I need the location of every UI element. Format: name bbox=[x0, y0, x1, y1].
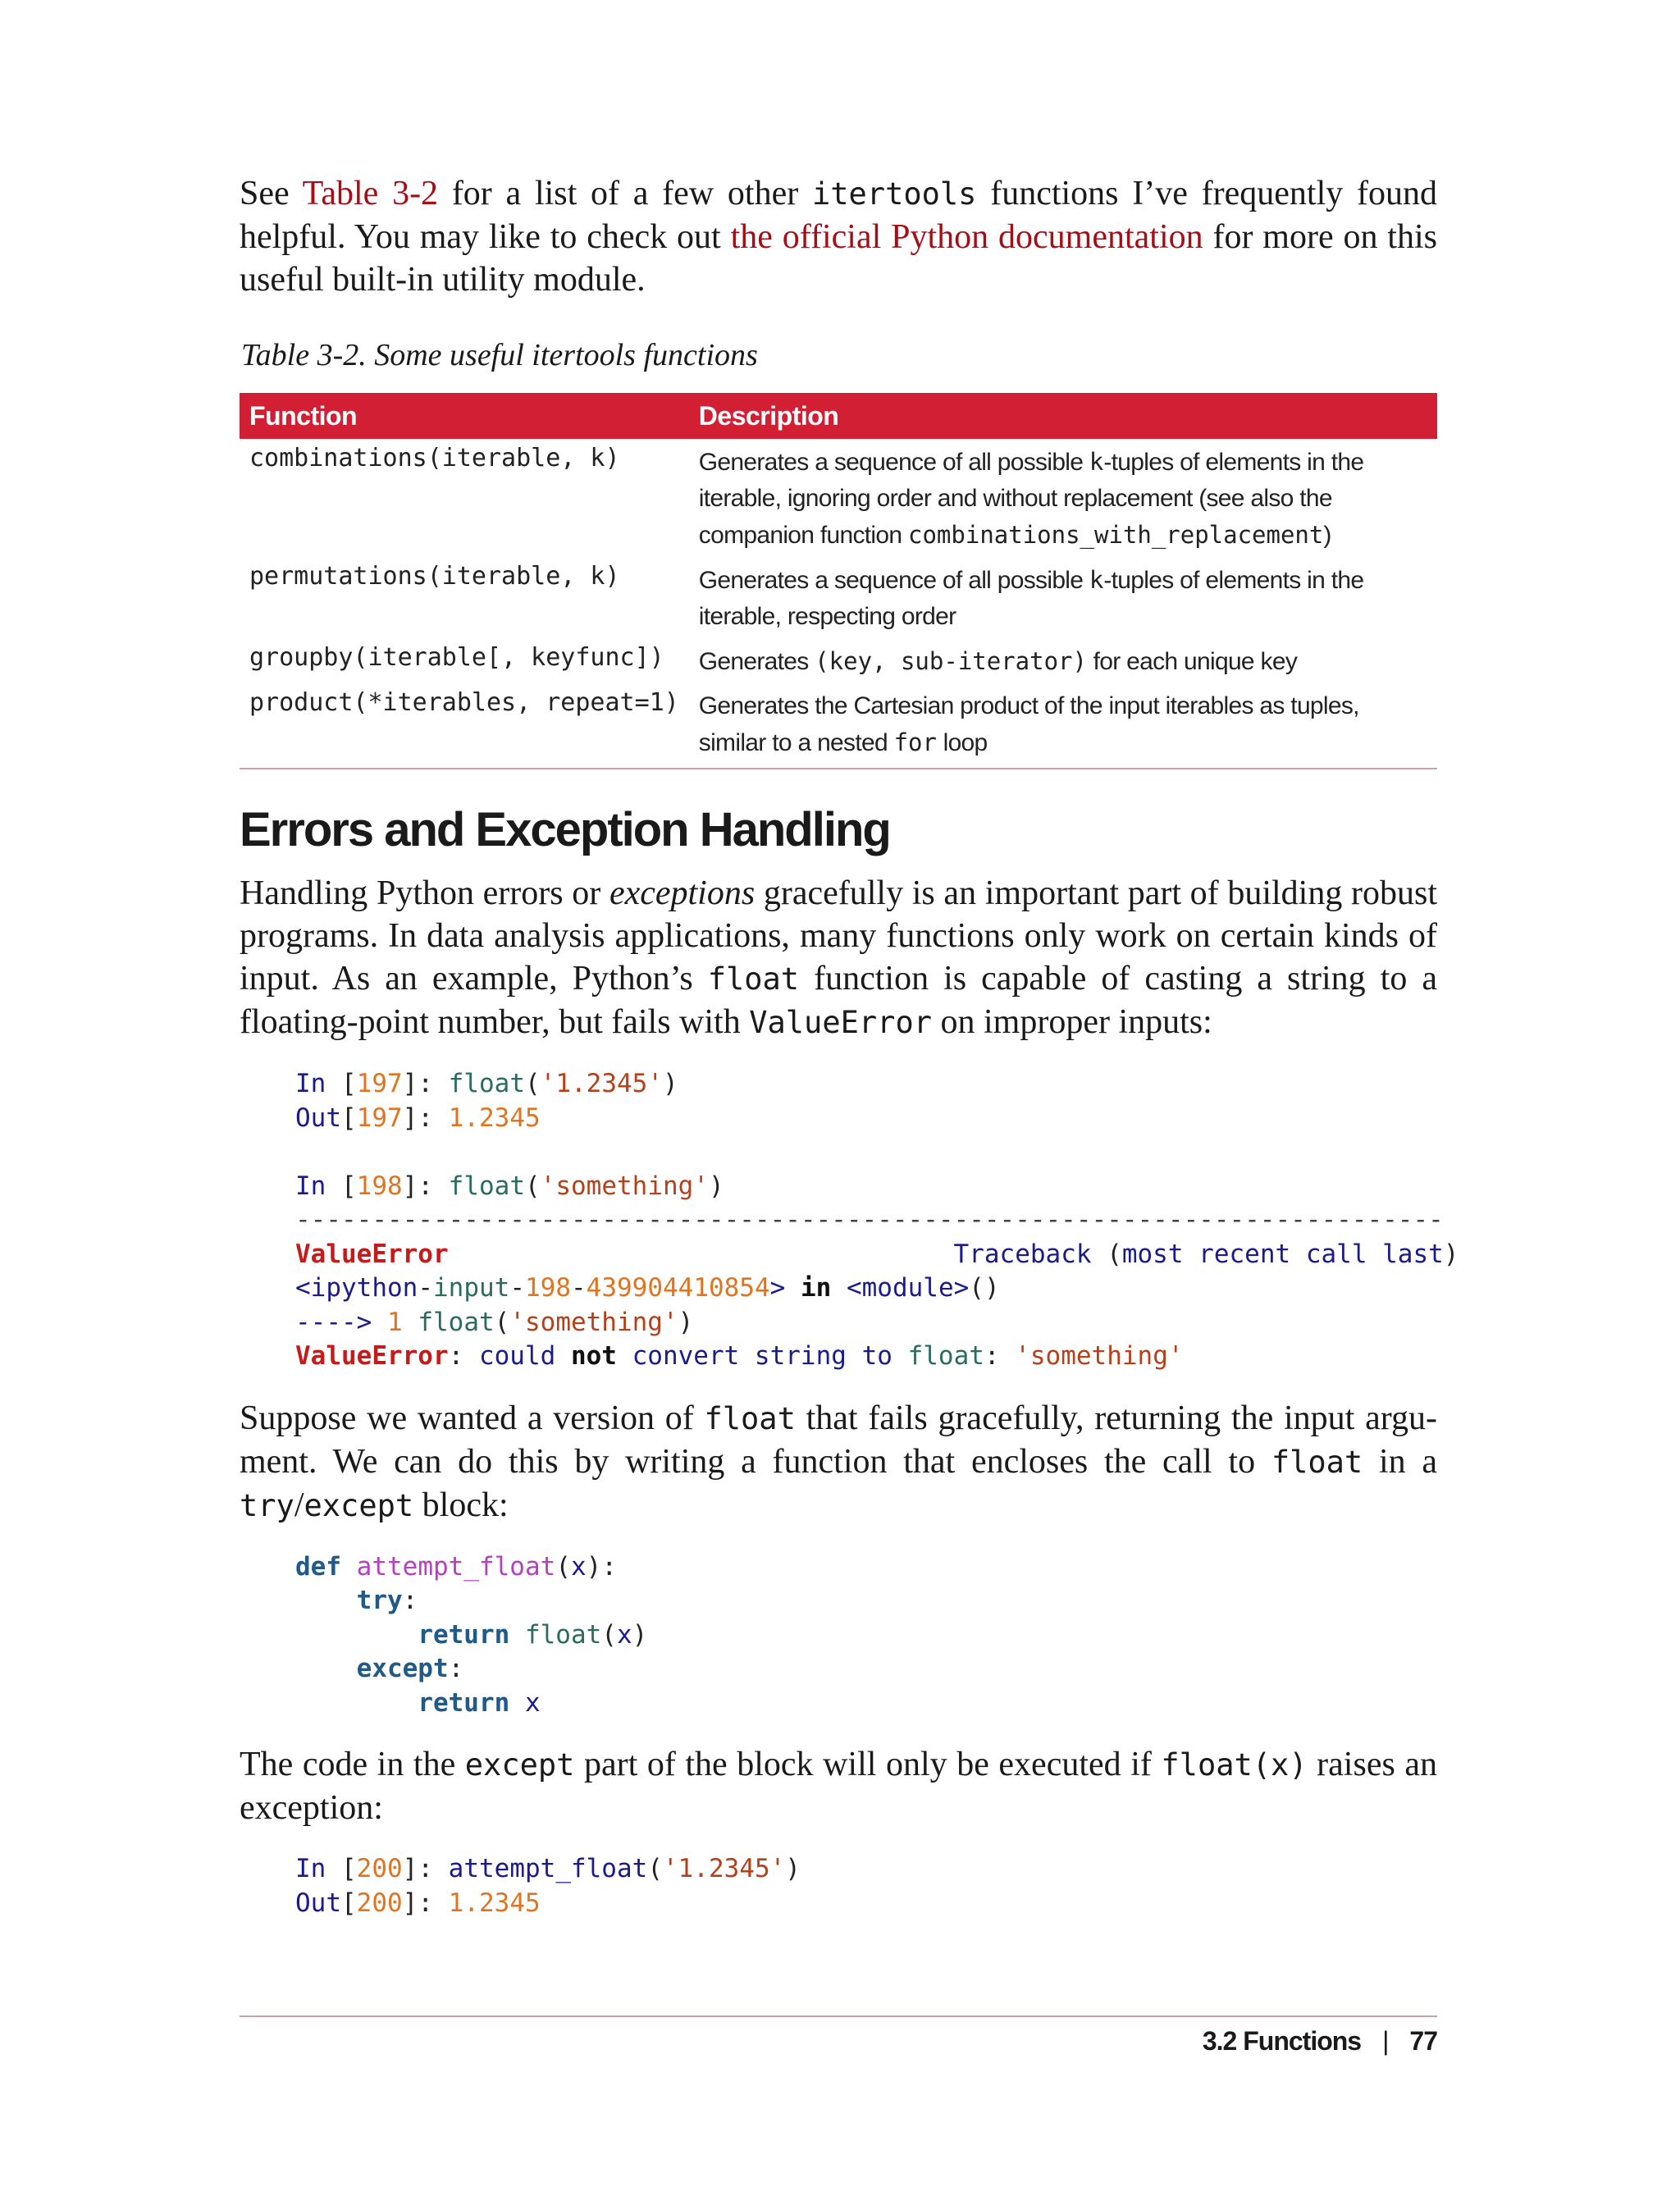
inline-code: k bbox=[1089, 566, 1104, 594]
text: Suppose we wanted a version of bbox=[240, 1399, 705, 1437]
section-heading: Errors and Exception Handling bbox=[240, 803, 890, 856]
exceptions-paragraph bbox=[240, 872, 1437, 1044]
code-block-float-example bbox=[295, 1067, 1459, 1374]
description-cell bbox=[689, 557, 1437, 638]
inline-code: float bbox=[704, 1400, 796, 1436]
python-docs-link[interactable]: the official Python documentation bbox=[730, 218, 1203, 256]
code-block-attempt-float bbox=[295, 1550, 1437, 1721]
text: part of the block will only be executed if bbox=[574, 1746, 1162, 1783]
text: loop bbox=[936, 729, 988, 756]
code-line: try: bbox=[356, 1586, 418, 1615]
text: function is capable of casting a string to a floating-point number, but fails with bbox=[240, 960, 1437, 1041]
text: The code in the bbox=[240, 1746, 465, 1783]
intro-paragraph bbox=[240, 172, 1437, 301]
description-cell bbox=[689, 683, 1437, 769]
column-header-description: Description bbox=[689, 393, 1437, 439]
text: gracefully is an important part of building robust programs. In data analysis applications, many functions only work on certain kinds of input. As an example, Python’s bbox=[240, 874, 1437, 998]
inline-code: try bbox=[240, 1487, 294, 1523]
inline-code: combinations_with_replacement bbox=[908, 521, 1324, 549]
text: Generates bbox=[698, 648, 815, 675]
text: in a bbox=[1363, 1442, 1437, 1481]
description-cell bbox=[689, 638, 1437, 683]
text: Handling Python errors or bbox=[240, 874, 609, 912]
inline-code: (key, sub-iterator) bbox=[815, 647, 1087, 675]
code-line: In [200]: attempt_float('1.2345') bbox=[295, 1854, 801, 1883]
description-cell bbox=[689, 439, 1437, 557]
text: block: bbox=[413, 1486, 509, 1524]
code-line: ----> 1 float('something') bbox=[295, 1307, 694, 1337]
inline-code: except bbox=[464, 1747, 575, 1783]
function-cell: permutations(iterable, k) bbox=[249, 562, 620, 591]
text: for more on this useful built-in utility module. bbox=[240, 218, 1437, 299]
text: raises an exception: bbox=[240, 1746, 1437, 1827]
inline-code: float(x) bbox=[1161, 1747, 1308, 1783]
code-block-attempt-float-call bbox=[295, 1852, 1437, 1920]
code-line: Out[197]: 1.2345 bbox=[295, 1102, 541, 1133]
text: Generates a sequence of all possible bbox=[698, 449, 1089, 476]
function-cell: combinations(iterable, k) bbox=[249, 444, 620, 472]
text: on improper inputs: bbox=[932, 1003, 1212, 1041]
itertools-table bbox=[240, 393, 1437, 769]
text: -tuples of elements in the iterable, ignoring order and without replacement (see also the companion function bbox=[698, 449, 1364, 549]
page-footer bbox=[1203, 2026, 1437, 2057]
emphasis: exceptions bbox=[609, 874, 756, 912]
column-header-function: Function bbox=[240, 393, 689, 439]
text: Generates a sequence of all possible bbox=[698, 567, 1089, 594]
table-reference-link[interactable]: Table 3-2 bbox=[302, 175, 439, 212]
code-line: except: bbox=[356, 1654, 464, 1683]
page-number: 77 bbox=[1409, 2026, 1437, 2056]
text: functions I’ve frequently found helpful. You may like to check out bbox=[240, 175, 1437, 256]
traceback-separator: --------------------------------------------------------------------------- bbox=[295, 1205, 1444, 1235]
graceful-paragraph bbox=[240, 1397, 1437, 1527]
inline-code: float bbox=[707, 961, 800, 997]
page-content bbox=[240, 172, 1459, 1943]
text: -tuples of elements in the iterable, respecting order bbox=[698, 567, 1364, 630]
inline-code: except bbox=[304, 1487, 414, 1523]
function-cell: product(*iterables, repeat=1) bbox=[240, 683, 689, 769]
code-line: Out[200]: 1.2345 bbox=[295, 1888, 541, 1918]
footer-separator: | bbox=[1382, 2026, 1389, 2056]
code-line: ValueError Traceback (most recent call last) bbox=[295, 1239, 1459, 1269]
code-line: ValueError: could not convert string to float: 'something' bbox=[295, 1341, 1184, 1371]
footer-section-title: 3.2 Functions bbox=[1202, 2026, 1362, 2056]
table-row bbox=[240, 439, 1437, 557]
inline-code: ValueError bbox=[749, 1005, 932, 1040]
text: Generates the Cartesian product of the input iterables as tuples, similar to a nested bbox=[698, 692, 1359, 756]
code-line: <ipython-input-198-439904410854> in <module>() bbox=[295, 1273, 1000, 1303]
inline-code: k bbox=[1089, 448, 1104, 476]
text: that fails gracefully, returning the input argument. We can do this by writing a function that encloses the call to bbox=[240, 1399, 1437, 1481]
text: / bbox=[294, 1486, 304, 1524]
code-line: def attempt_float(x): bbox=[295, 1551, 617, 1582]
inline-code: itertools bbox=[811, 176, 977, 212]
code-line: In [198]: float('something') bbox=[295, 1171, 724, 1201]
text: See bbox=[240, 175, 303, 212]
inline-code: float bbox=[1271, 1444, 1363, 1480]
code-line: return x bbox=[418, 1687, 541, 1718]
text: for each unique key bbox=[1086, 648, 1298, 675]
text: for a list of a few other bbox=[438, 175, 812, 212]
footer-rule bbox=[240, 2016, 1437, 2017]
code-line: return float(x) bbox=[418, 1619, 648, 1650]
table-caption: Table 3-2. Some useful itertools functions bbox=[241, 338, 758, 372]
inline-code: for bbox=[893, 728, 937, 756]
except-paragraph bbox=[240, 1743, 1437, 1829]
text: ) bbox=[1323, 522, 1331, 549]
table-row bbox=[240, 638, 1437, 683]
table-row bbox=[240, 557, 1437, 638]
code-line: In [197]: float('1.2345') bbox=[295, 1069, 678, 1098]
function-cell: groupby(iterable[, keyfunc]) bbox=[249, 643, 664, 672]
table-row bbox=[240, 683, 1437, 769]
table-header-row bbox=[240, 393, 1437, 439]
